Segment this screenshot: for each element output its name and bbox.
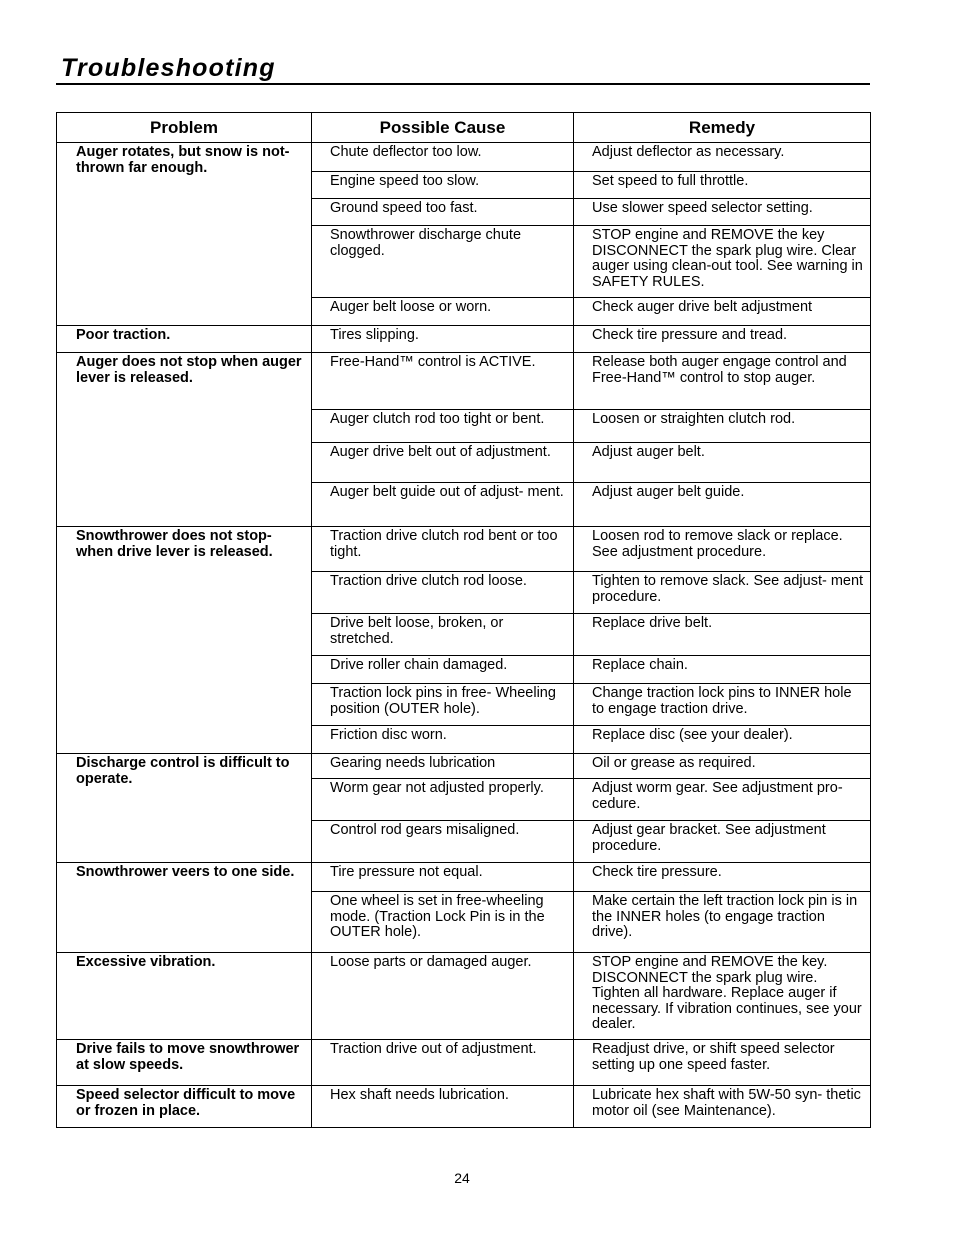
table-header-row xyxy=(57,113,871,143)
remedy-cell: Adjust gear bracket. See adjustment procedure. xyxy=(574,821,871,863)
table-row xyxy=(57,143,871,172)
problem-cell: Drive fails to move snowthrower at slow speeds. xyxy=(57,1040,312,1086)
table-row xyxy=(57,754,871,779)
remedy-cell: Replace chain. xyxy=(574,656,871,684)
table-row xyxy=(57,1040,871,1086)
problem-cell: Discharge control is difficult to operate. xyxy=(57,754,312,863)
remedy-cell: Use slower speed selector setting. xyxy=(574,199,871,226)
possible-cause-cell: Auger drive belt out of adjustment. xyxy=(312,443,574,483)
remedy-cell: STOP engine and REMOVE the key. DISCONNECT the spark plug wire. Tighten all hardware. Replace auger if necessary. If vibration continues, see your dealer. xyxy=(574,953,871,1040)
possible-cause-cell: Hex shaft needs lubrication. xyxy=(312,1086,574,1128)
remedy-cell: Make certain the left traction lock pin is in the INNER holes (to engage traction drive). xyxy=(574,892,871,953)
remedy-cell: Adjust auger belt guide. xyxy=(574,483,871,527)
header-remedy: Remedy xyxy=(574,113,871,143)
table-row xyxy=(57,353,871,410)
table-row xyxy=(57,1086,871,1128)
possible-cause-cell: One wheel is set in free-wheeling mode. (Traction Lock Pin is in the OUTER hole). xyxy=(312,892,574,953)
remedy-cell: Check tire pressure. xyxy=(574,863,871,892)
remedy-cell: Readjust drive, or shift speed selector setting up one speed faster. xyxy=(574,1040,871,1086)
possible-cause-cell: Control rod gears misaligned. xyxy=(312,821,574,863)
problem-cell: Snowthrower does not stop- when drive lever is released. xyxy=(57,527,312,754)
table-row xyxy=(57,863,871,892)
remedy-cell: Loosen rod to remove slack or replace. See adjustment procedure. xyxy=(574,527,871,572)
table-row xyxy=(57,953,871,1040)
possible-cause-cell: Tire pressure not equal. xyxy=(312,863,574,892)
problem-cell: Snowthrower veers to one side. xyxy=(57,863,312,953)
remedy-cell: Oil or grease as required. xyxy=(574,754,871,779)
possible-cause-cell: Snowthrower discharge chute clogged. xyxy=(312,226,574,298)
possible-cause-cell: Traction drive clutch rod bent or too tight. xyxy=(312,527,574,572)
possible-cause-cell: Friction disc worn. xyxy=(312,726,574,754)
problem-cell: Speed selector difficult to move or frozen in place. xyxy=(57,1086,312,1128)
remedy-cell: Adjust auger belt. xyxy=(574,443,871,483)
table-body xyxy=(57,143,871,1128)
remedy-cell: STOP engine and REMOVE the key DISCONNECT the spark plug wire. Clear auger using clean-out tool. See warning in SAFETY RULES. xyxy=(574,226,871,298)
possible-cause-cell: Traction lock pins in free- Wheeling position (OUTER hole). xyxy=(312,684,574,726)
page-title: Troubleshooting xyxy=(61,54,276,82)
possible-cause-cell: Worm gear not adjusted properly. xyxy=(312,779,574,821)
possible-cause-cell: Auger belt loose or worn. xyxy=(312,298,574,326)
troubleshooting-table xyxy=(56,112,871,1128)
possible-cause-cell: Auger clutch rod too tight or bent. xyxy=(312,410,574,443)
possible-cause-cell: Drive belt loose, broken, or stretched. xyxy=(312,614,574,656)
remedy-cell: Change traction lock pins to INNER hole to engage traction drive. xyxy=(574,684,871,726)
remedy-cell: Lubricate hex shaft with 5W-50 syn- thetic motor oil (see Maintenance). xyxy=(574,1086,871,1128)
possible-cause-cell: Traction drive out of adjustment. xyxy=(312,1040,574,1086)
possible-cause-cell: Auger belt guide out of adjust- ment. xyxy=(312,483,574,527)
problem-cell: Excessive vibration. xyxy=(57,953,312,1040)
table-row xyxy=(57,326,871,353)
table-row xyxy=(57,527,871,572)
remedy-cell: Loosen or straighten clutch rod. xyxy=(574,410,871,443)
remedy-cell: Tighten to remove slack. See adjust- ment procedure. xyxy=(574,572,871,614)
possible-cause-cell: Loose parts or damaged auger. xyxy=(312,953,574,1040)
header-possible-cause: Possible Cause xyxy=(312,113,574,143)
remedy-cell: Replace drive belt. xyxy=(574,614,871,656)
header-problem: Problem xyxy=(57,113,312,143)
problem-cell: Auger does not stop when auger lever is released. xyxy=(57,353,312,527)
possible-cause-cell: Tires slipping. xyxy=(312,326,574,353)
title-divider xyxy=(56,83,870,85)
remedy-cell: Replace disc (see your dealer). xyxy=(574,726,871,754)
remedy-cell: Check auger drive belt adjustment xyxy=(574,298,871,326)
remedy-cell: Check tire pressure and tread. xyxy=(574,326,871,353)
possible-cause-cell: Drive roller chain damaged. xyxy=(312,656,574,684)
remedy-cell: Adjust deflector as necessary. xyxy=(574,143,871,172)
possible-cause-cell: Gearing needs lubrication xyxy=(312,754,574,779)
remedy-cell: Release both auger engage control and Free-Hand™ control to stop auger. xyxy=(574,353,871,410)
page-number: 24 xyxy=(454,1170,470,1186)
possible-cause-cell: Ground speed too fast. xyxy=(312,199,574,226)
remedy-cell: Set speed to full throttle. xyxy=(574,172,871,199)
problem-cell: Poor traction. xyxy=(57,326,312,353)
possible-cause-cell: Engine speed too slow. xyxy=(312,172,574,199)
problem-cell: Auger rotates, but snow is not- thrown far enough. xyxy=(57,143,312,326)
possible-cause-cell: Chute deflector too low. xyxy=(312,143,574,172)
possible-cause-cell: Traction drive clutch rod loose. xyxy=(312,572,574,614)
remedy-cell: Adjust worm gear. See adjustment pro- cedure. xyxy=(574,779,871,821)
possible-cause-cell: Free-Hand™ control is ACTIVE. xyxy=(312,353,574,410)
